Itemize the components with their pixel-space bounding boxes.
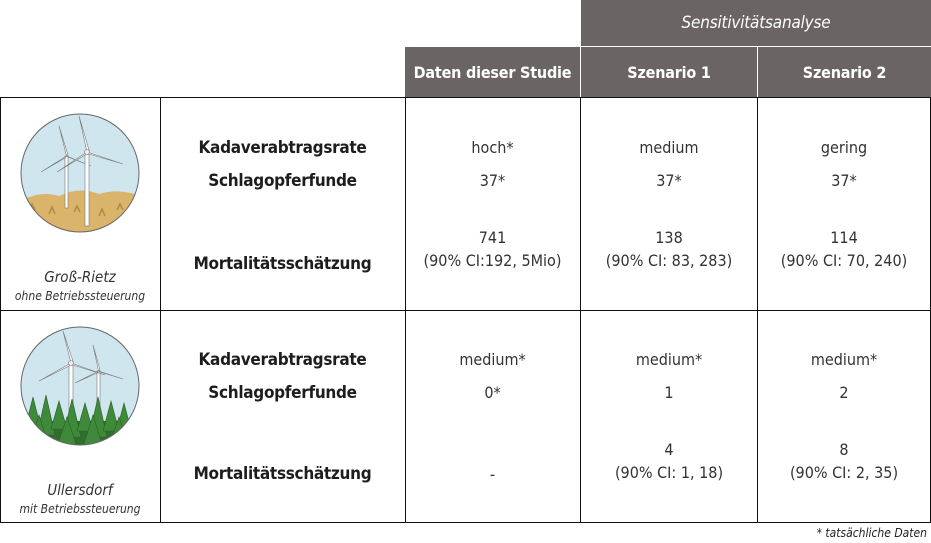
grid-line-labels [405, 97, 406, 523]
cell-mortality-estimate: 741 [478, 228, 507, 247]
cell-mortality-ci: (90% CI: 1, 18) [614, 463, 724, 482]
grid-line-site [160, 97, 161, 523]
wind-turbine-field-icon [19, 112, 141, 234]
cell-finds: 0* [484, 383, 501, 402]
column-header-scenario-1: Szenario 1 [581, 47, 757, 97]
cell-removal: medium* [635, 350, 703, 369]
cell-finds: 1 [664, 383, 674, 402]
cell-mortality-estimate: - [489, 465, 496, 484]
grid-line-left [0, 97, 1, 523]
column-header-scenario-2: Szenario 2 [758, 47, 931, 97]
site-subtitle: ohne Betriebssteuerung [14, 289, 146, 303]
cell-removal: medium [639, 138, 699, 157]
cell-mortality-ci: (90% CI: 70, 240) [780, 251, 908, 270]
cell-finds: 37* [656, 171, 682, 190]
cell-removal: medium* [810, 350, 878, 369]
label-collision-finds: Schlagopferfunde [208, 171, 357, 191]
cell-removal: gering [820, 138, 868, 157]
site-name: Groß-Rietz [44, 268, 116, 286]
cell-mortality-ci: (90% CI: 83, 283) [605, 251, 733, 270]
cell-mortality-ci: (90% CI:192, 5Mio) [423, 251, 562, 270]
cell-finds: 2 [839, 383, 849, 402]
cell-mortality-estimate: 114 [830, 228, 858, 247]
label-mortality-estimate: Mortalitätsschätzung [193, 464, 372, 484]
cell-mortality-estimate: 138 [655, 228, 683, 247]
footnote: * tatsächliche Daten [816, 526, 927, 540]
cell-removal: medium* [459, 350, 526, 369]
sensitivity-header: Sensitivitätsanalyse [581, 0, 931, 46]
label-collision-finds: Schlagopferfunde [208, 383, 357, 403]
grid-line-top [0, 97, 931, 98]
cell-mortality-estimate: 8 [839, 440, 849, 459]
label-removal-rate: Kadaverabtragsrate [198, 350, 367, 370]
cell-finds: 37* [831, 171, 857, 190]
label-removal-rate: Kadaverabtragsrate [198, 138, 367, 158]
cell-mortality-ci: (90% CI: 2, 35) [789, 463, 899, 482]
label-mortality-estimate: Mortalitätsschätzung [193, 254, 372, 274]
wind-turbine-forest-icon [19, 325, 141, 447]
grid-line-bottom [0, 522, 931, 523]
column-header-study: Daten dieser Studie [405, 47, 580, 97]
site-name: Ullersdorf [47, 481, 113, 499]
grid-line-middle [0, 310, 931, 311]
cell-finds: 37* [479, 171, 506, 190]
site-subtitle: mit Betriebssteuerung [19, 502, 141, 516]
cell-removal: hoch* [471, 138, 514, 157]
cell-mortality-estimate: 4 [664, 440, 674, 459]
